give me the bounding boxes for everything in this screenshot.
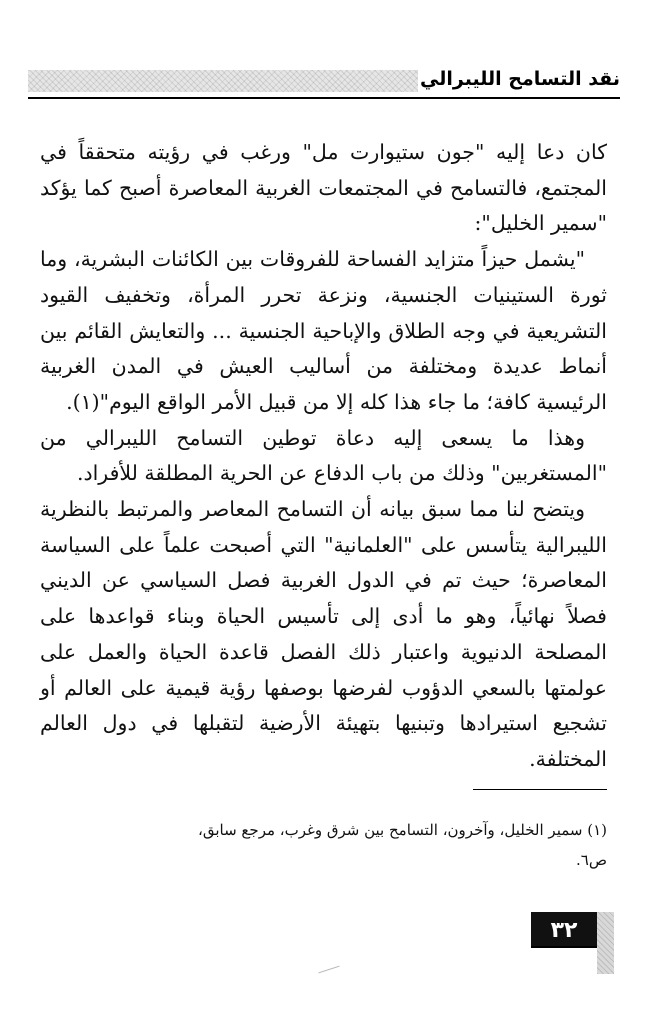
paragraph-2-quote: "يشمل حيزاً متزايد الفساحة للفروقات بين الكائنات البشرية، وما ثورة الستينيات الجنسية، ونزعة تحرر المرأة، وتخفيف القيود التشريعية في وجه الطلاق والإباحية الجنسية ... والتعايش القائم بين أنماط عديدة ومختلفة من أساليب العيش في المدن الغربية الرئيسية كافة؛ ما جاء هذا كله إلا من قبيل الأمر الواقع اليوم"(١). (40, 247, 607, 414)
body-text (40, 135, 607, 778)
footnote-line-2: ص٦. (576, 851, 607, 869)
footnote-line-1: (١) سمير الخليل، وآخرون، التسامح بين شرق وغرب، مرجع سابق، (198, 821, 607, 839)
header-pattern-band (28, 70, 418, 92)
paragraph-1: كان دعا إليه "جون ستيوارت مل" ورغب في رؤيته متحققاً في المجتمع، فالتسامح في المجتمعات الغربية المعاصرة أصبح كما يؤكد "سمير الخليل": (40, 140, 607, 236)
paragraph-3: وهذا ما يسعى إليه دعاة توطين التسامح الليبرالي من "المستغربين" وذلك من باب الدفاع عن الحرية المطلقة للأفراد. (40, 425, 607, 486)
footnote-separator (473, 789, 607, 790)
footnote (40, 815, 607, 875)
page-edge-tab (597, 912, 614, 974)
paragraph-4: ويتضح لنا مما سبق بيانه أن التسامح المعاصر والمرتبط بالنظرية الليبرالية يتأسس على "العلمانية" التي أصبحت علماً على السياسة المعاصرة؛ حيث تم في الدول الغربية فصل السياسي عن الديني فصلاً نهائياً، وهو ما أدى إلى تأسيس الحياة وبناء قواعدها على المصلحة الدنيوية واعتبار ذلك الفصل قاعدة الحياة والعمل على عولمتها بالسعي الدؤوب لفرضها بوصفها رؤية قيمية على العالم أو تشجيع استيرادها وتبنيها بتهيئة الأرضية لتقبلها في دول العالم المختلفة. (40, 497, 607, 771)
scan-smudge (318, 966, 339, 974)
page-number: ٣٢ (531, 912, 597, 948)
running-header (28, 64, 620, 104)
header-title: نقد التسامح الليبرالي (420, 68, 620, 90)
header-rule (28, 97, 620, 99)
page-number-rule (531, 946, 597, 948)
